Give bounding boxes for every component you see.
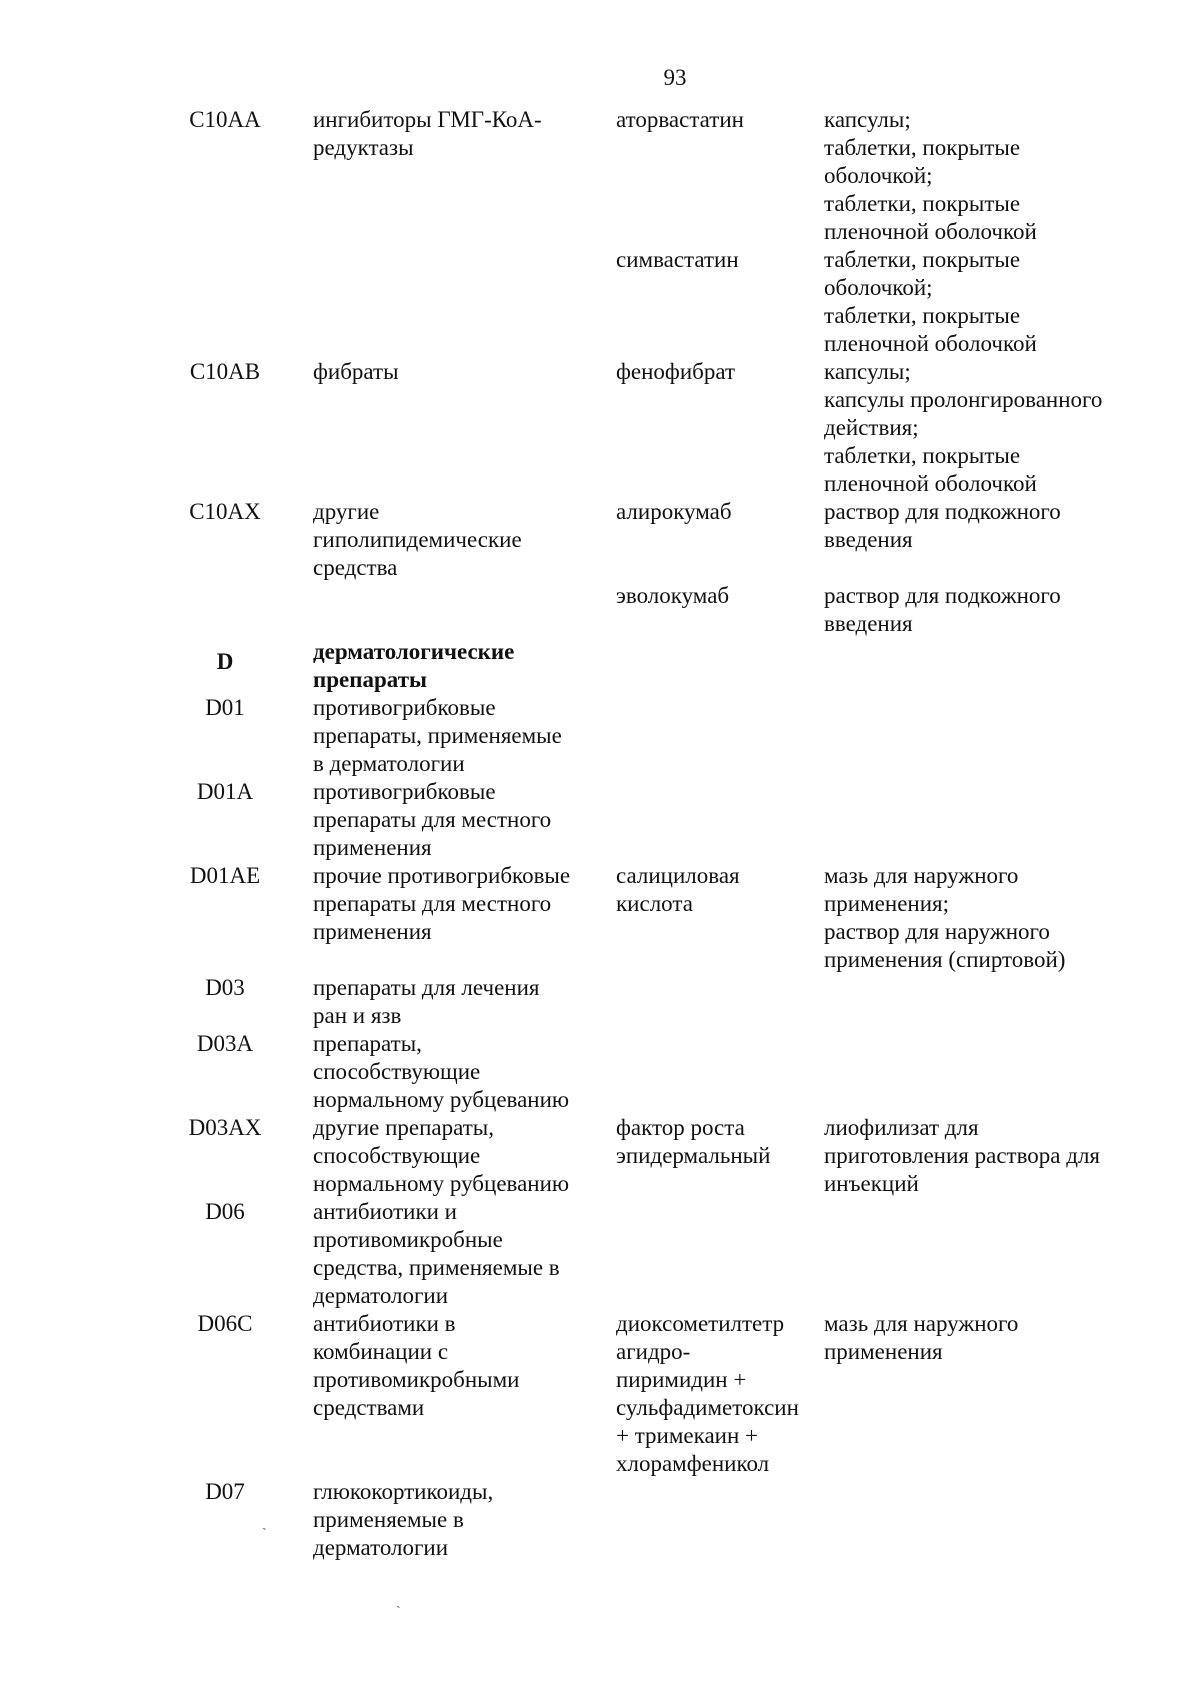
group-name: препараты для лечения ран и язв	[313, 975, 540, 1028]
atc-code: C10AA	[189, 107, 261, 132]
dosage-form: лиофилизат для приготовления раствора для инъекций	[824, 1115, 1100, 1196]
page-number: 93	[663, 65, 687, 90]
drug-name: фактор роста эпидермальный	[616, 1115, 771, 1168]
drug-name: аторвастатин	[616, 107, 744, 132]
group-name: противогрибковые препараты, применяемые в дерматологии	[313, 695, 562, 776]
dosage-form: таблетки, покрытые оболочкой; таблетки, покрытые пленочной оболочкой	[824, 247, 1037, 356]
atc-code: D03A	[196, 1031, 254, 1056]
atc-code: D03	[205, 975, 245, 1000]
group-name: антибиотики в комбинации с противомикробными средствами	[313, 1311, 520, 1420]
group-name: другие гиполипидемические средства	[313, 499, 522, 580]
atc-code: D	[216, 649, 234, 674]
atc-code: D01A	[196, 779, 254, 804]
drug-name: симвастатин	[616, 247, 739, 272]
drug-name: эволокумаб	[616, 583, 730, 608]
dosage-form: мазь для наружного применения; раствор для наружного применения (спиртовой)	[824, 863, 1066, 972]
atc-code: D06	[205, 1199, 245, 1224]
dosage-form: капсулы; таблетки, покрытые оболочкой; таблетки, покрытые пленочной оболочкой	[824, 107, 1037, 244]
group-name: препараты, способствующие нормальному рубцеванию	[313, 1031, 570, 1112]
atc-code: C10AB	[189, 359, 261, 384]
group-name: противогрибковые препараты для местного применения	[313, 779, 552, 860]
scan-speck: ˎ	[262, 1516, 267, 1531]
drug-name: алирокумаб	[616, 499, 732, 524]
dosage-form: капсулы; капсулы пролонгированного действия; таблетки, покрытые пленочной оболочкой	[824, 359, 1103, 496]
drug-name: диоксометилтетр агидро- пиримидин + сульфадиметоксин + тримекаин + хлорамфеникол	[616, 1311, 799, 1476]
group-name: ингибиторы ГМГ-КоА- редуктазы	[313, 107, 542, 160]
group-name: дерматологические препараты	[313, 639, 515, 692]
dosage-form: раствор для подкожного введения	[824, 499, 1061, 552]
scan-speck: ˎ	[396, 1594, 401, 1609]
drug-name: салициловая кислота	[616, 863, 740, 916]
atc-code: D06C	[197, 1311, 253, 1336]
atc-code: D01	[205, 695, 245, 720]
atc-code: D07	[205, 1479, 245, 1504]
group-name: глюкокортикоиды, применяемые в дерматологии	[313, 1479, 494, 1560]
atc-code: D01AE	[189, 863, 261, 888]
group-name: другие препараты, способствующие нормальному рубцеванию	[313, 1115, 570, 1196]
atc-code: D03AX	[188, 1115, 262, 1140]
group-name: антибиотики и противомикробные средства, применяемые в дерматологии	[313, 1199, 560, 1308]
drug-name: фенофибрат	[616, 359, 735, 384]
atc-code: C10AX	[189, 499, 261, 524]
group-name: фибраты	[313, 359, 399, 384]
group-name: прочие противогрибковые препараты для местного применения	[313, 863, 571, 944]
dosage-form: раствор для подкожного введения	[824, 583, 1061, 636]
dosage-form: мазь для наружного применения	[824, 1311, 1019, 1364]
